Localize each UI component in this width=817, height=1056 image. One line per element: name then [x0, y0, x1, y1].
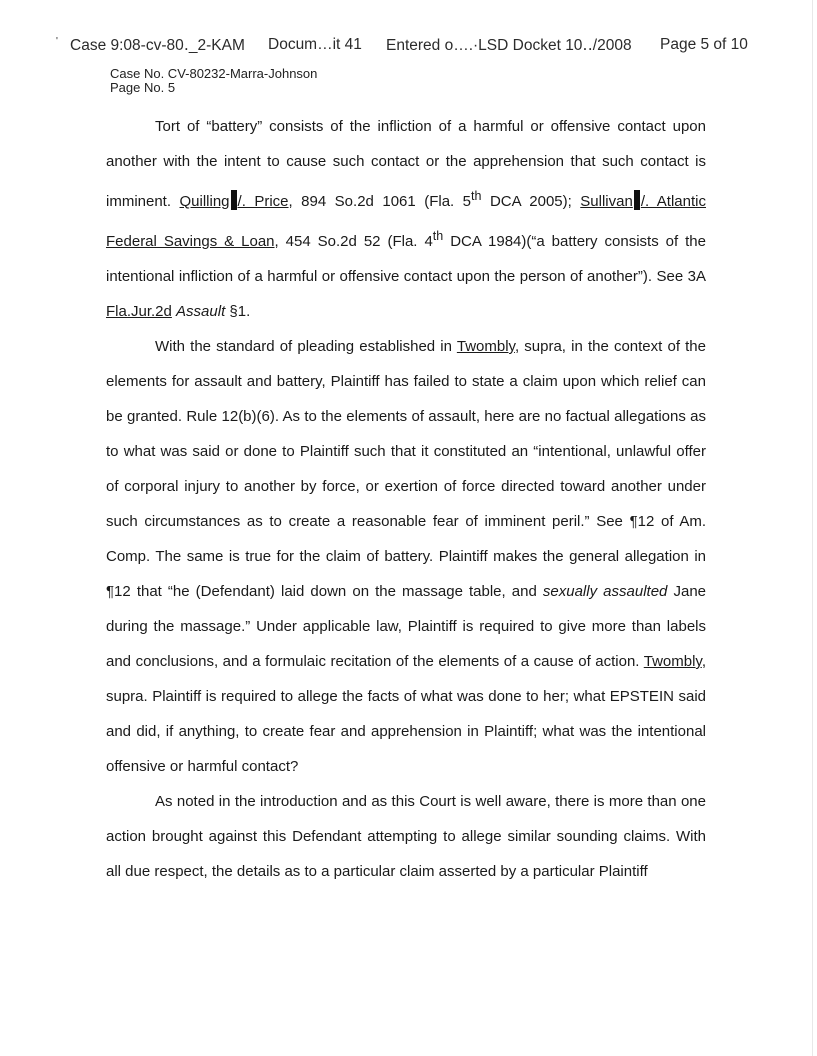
header-mark: ': [56, 36, 58, 47]
redaction-mark: [231, 190, 237, 210]
redaction-mark: [634, 190, 640, 210]
citation-twombly: Twombly: [643, 653, 702, 670]
case-name: /. Price: [237, 193, 289, 210]
case-caption: [110, 67, 317, 95]
italic-term: Assault: [176, 303, 226, 320]
case-name: /. Atlantic Federal Savings & Loan: [106, 193, 706, 250]
document-body: [106, 109, 706, 889]
citation-quilling: [180, 193, 289, 210]
text-run: , 894 So.2d 1061 (Fla. 5: [288, 193, 472, 210]
header-page: Page 5 of 10: [660, 36, 748, 53]
paragraph-battery: [106, 109, 706, 329]
text-run: , supra. Plaintiff is required to allege the facts of what was done to her; what EPSTEIN said and did, if anything, to create fear and apprehension in Plaintiff; what was the intentional offensive or harmful contact?: [106, 653, 706, 775]
text-run: DCA 2005);: [481, 193, 581, 210]
scan-edge: [812, 0, 813, 1056]
citation-flajur: Fla.Jur.2d: [106, 303, 172, 320]
superscript: th: [471, 189, 482, 203]
text-run: , supra, in the context of the elements for assault and battery, Plaintiff has failed to state a claim upon which relief can be granted. Rule 12(b)(6). As to the elements of assault, here are no factual allegations as to what was said or done to Plaintiff such that it constituted an “intentional, unlawful offer of corporal injury to another by force, or exertion of force directed toward another under such circumstances as to create a reasonable fear of imminent peril.” See ¶12 of Am. Comp. The same is true for the claim of battery. Plaintiff makes the general allegation in ¶12 that “he (Defendant) laid down on the massage table, and: [106, 338, 706, 600]
header-document: Docum…it 41: [268, 36, 362, 53]
caption-page-no: Page No. 5: [110, 80, 176, 95]
citation-twombly: Twombly: [456, 338, 515, 355]
caption-case-no: Case No. CV-80232-Marra-Johnson: [110, 66, 318, 81]
text-run: DCA 1984)(“a battery consists of the intentional infliction of a harmful or offensive contact upon the person of another”). See 3A: [106, 233, 706, 285]
italic-term: sexually assaulted: [542, 583, 668, 600]
header-case-number: Case 9:08-cv-80․_2-KAM: [70, 37, 245, 54]
header-entered: Entered o….·LSD Docket 10․․/2008: [386, 37, 632, 54]
text-run: Tort of “battery” consists of the infliction of a harmful or offensive contact upon another with the intent to cause such contact or the apprehension that such contact is imminent.: [106, 118, 706, 210]
text-run: With the standard of pleading established in: [155, 338, 457, 355]
paragraph-introduction: As noted in the introduction and as this Court is well aware, there is more than one action brought against this Defendant attempting to allege similar sounding claims. With all due respect, the details as to a particular claim asserted by a particular Plaintiff: [106, 793, 706, 880]
case-name: Quilling: [179, 193, 230, 210]
text-run: , 454 So.2d 52 (Fla. 4: [274, 233, 433, 250]
case-name: Sullivan: [580, 193, 633, 210]
superscript: th: [432, 229, 444, 243]
text-run: §1.: [225, 303, 251, 320]
paragraph-twombly: [106, 329, 706, 784]
text-run: Jane during the massage.” Under applicable law, Plaintiff is required to give more than labels and conclusions, and a formulaic recitation of the elements of a cause of action.: [106, 583, 706, 670]
